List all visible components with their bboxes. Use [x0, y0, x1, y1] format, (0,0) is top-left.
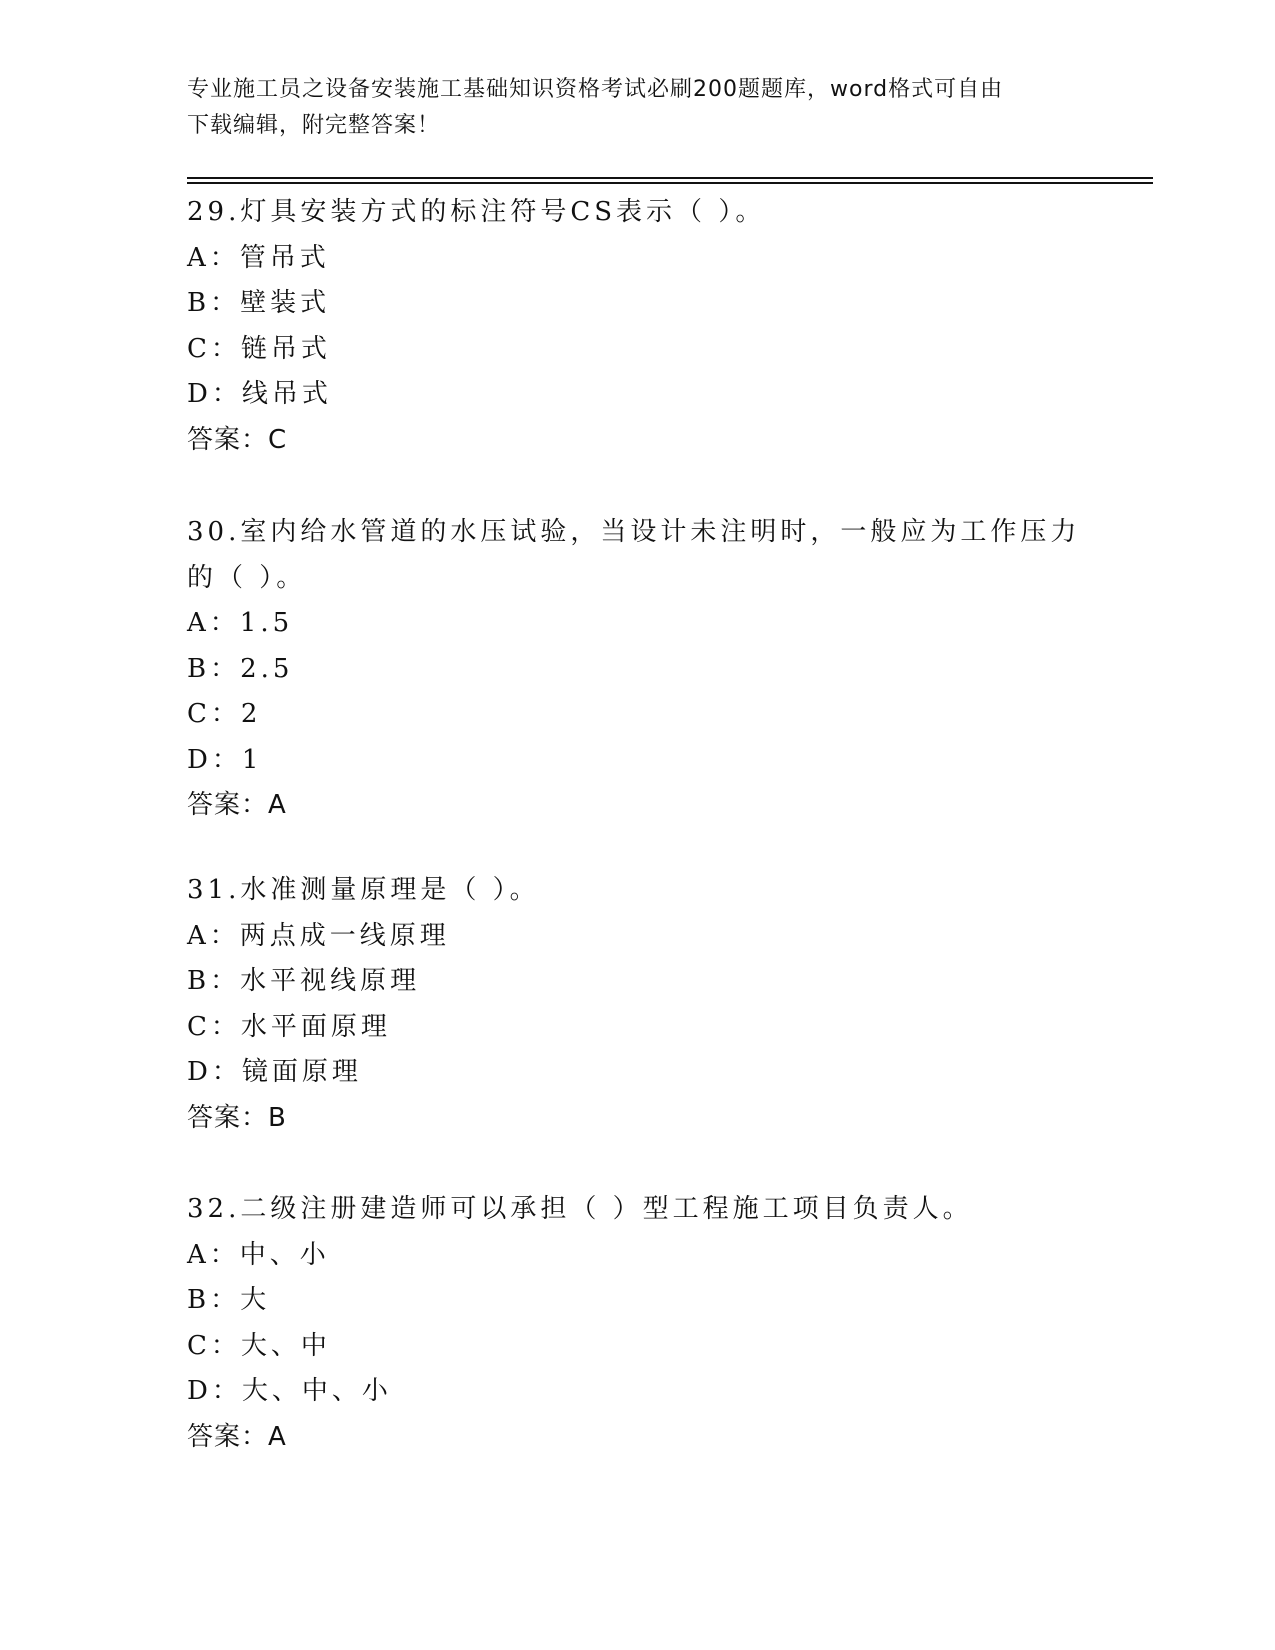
document-header: [187, 72, 1087, 144]
question-31: [187, 868, 1087, 1141]
question-30: [187, 510, 1087, 829]
option-b: B：大: [187, 1285, 271, 1315]
option-a: A：两点成一线原理: [187, 920, 450, 951]
option-a: A：1.5: [187, 608, 294, 638]
option-c: C：水平面原理: [187, 1011, 391, 1042]
question-stem: 29.灯具安装方式的标注符号CS表示（ ）。: [187, 197, 766, 227]
option-d: D：大、中、小: [187, 1376, 392, 1406]
answer-line: 答案：C: [187, 424, 288, 455]
question-32: [187, 1187, 1087, 1460]
header-line-2: 下载编辑，附完整答案！: [187, 113, 441, 138]
question-29: [187, 190, 1087, 463]
option-c: C：链吊式: [187, 333, 331, 364]
answer-line: 答案：B: [187, 1102, 287, 1133]
question-stem: 30.室内给水管道的水压试验，当设计未注明时，一般应为工作压力的（ ）。: [187, 517, 1081, 593]
answer-line: 答案：A: [187, 1421, 287, 1452]
question-stem: 31.水准测量原理是（ ）。: [187, 875, 540, 905]
option-d: D：线吊式: [187, 379, 332, 409]
option-b: B：2.5: [187, 653, 294, 684]
header-line-1: 专业施工员之设备安装施工基础知识资格考试必刷200题题库，word格式可自由: [187, 77, 1004, 102]
option-a: A：管吊式: [187, 242, 330, 273]
option-b: B：水平视线原理: [187, 966, 421, 996]
option-a: A：中、小: [187, 1239, 330, 1270]
option-c: C：2: [187, 699, 262, 729]
option-d: D：镜面原理: [187, 1057, 362, 1087]
header-divider-bottom: [187, 182, 1153, 184]
option-b: B：壁装式: [187, 288, 331, 318]
header-divider-top: [187, 177, 1153, 179]
option-c: C：大、中: [187, 1330, 331, 1361]
option-d: D：1: [187, 744, 263, 775]
answer-line: 答案：A: [187, 790, 287, 820]
question-stem: 32.二级注册建造师可以承担（ ）型工程施工项目负责人。: [187, 1194, 973, 1224]
